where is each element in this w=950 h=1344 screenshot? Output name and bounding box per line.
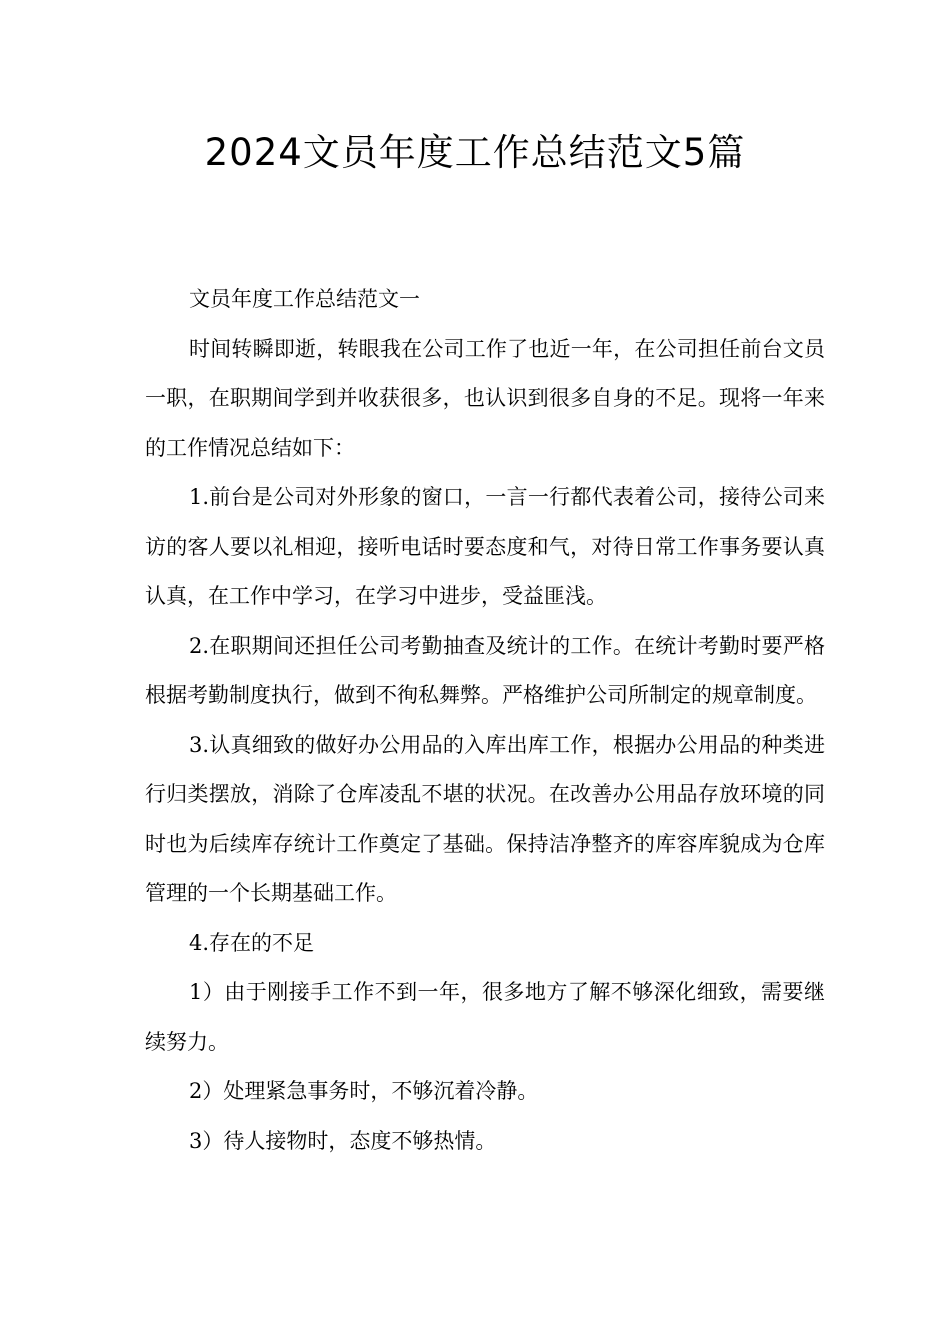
item-paragraph-2: 2.在职期间还担任公司考勤抽查及统计的工作。在统计考勤时要严格根据考勤制度执行，做到不徇私舞弊。严格维护公司所制定的规章制度。 xyxy=(145,633,825,707)
item-paragraph-1: 1.前台是公司对外形象的窗口，一言一行都代表着公司，接待公司来访的客人要以礼相迎，接听电话时要态度和气，对待日常工作事务要认真认真，在工作中学习，在学习中进步，受益匪浅。 xyxy=(145,485,825,608)
section-heading: 文员年度工作总结范文一 xyxy=(189,287,420,311)
intro-paragraph: 时间转瞬即逝，转眼我在公司工作了也近一年，在公司担任前台文员一职，在职期间学到并收获很多，也认识到很多自身的不足。现将一年来的工作情况总结如下： xyxy=(145,336,825,460)
document-body xyxy=(145,275,825,1166)
shortcoming-2: 2）处理紧急事务时，不够沉着冷静。 xyxy=(189,1079,539,1103)
document-title: 2024文员年度工作总结范文5篇 xyxy=(204,131,746,174)
shortcoming-1: 1）由于刚接手工作不到一年，很多地方了解不够深化细致，需要继续努力。 xyxy=(145,980,825,1054)
item-paragraph-3: 3.认真细致的做好办公用品的入库出库工作，根据办公用品的种类进行归类摆放，消除了仓库凌乱不堪的状况。在改善办公用品存放环境的同时也为后续库存统计工作奠定了基础。保持洁净整齐的库容库貌成为仓库管理的一个长期基础工作。 xyxy=(145,732,825,905)
item-paragraph-4: 4.存在的不足 xyxy=(189,930,315,955)
shortcoming-3: 3）待人接物时，态度不够热情。 xyxy=(189,1128,497,1153)
